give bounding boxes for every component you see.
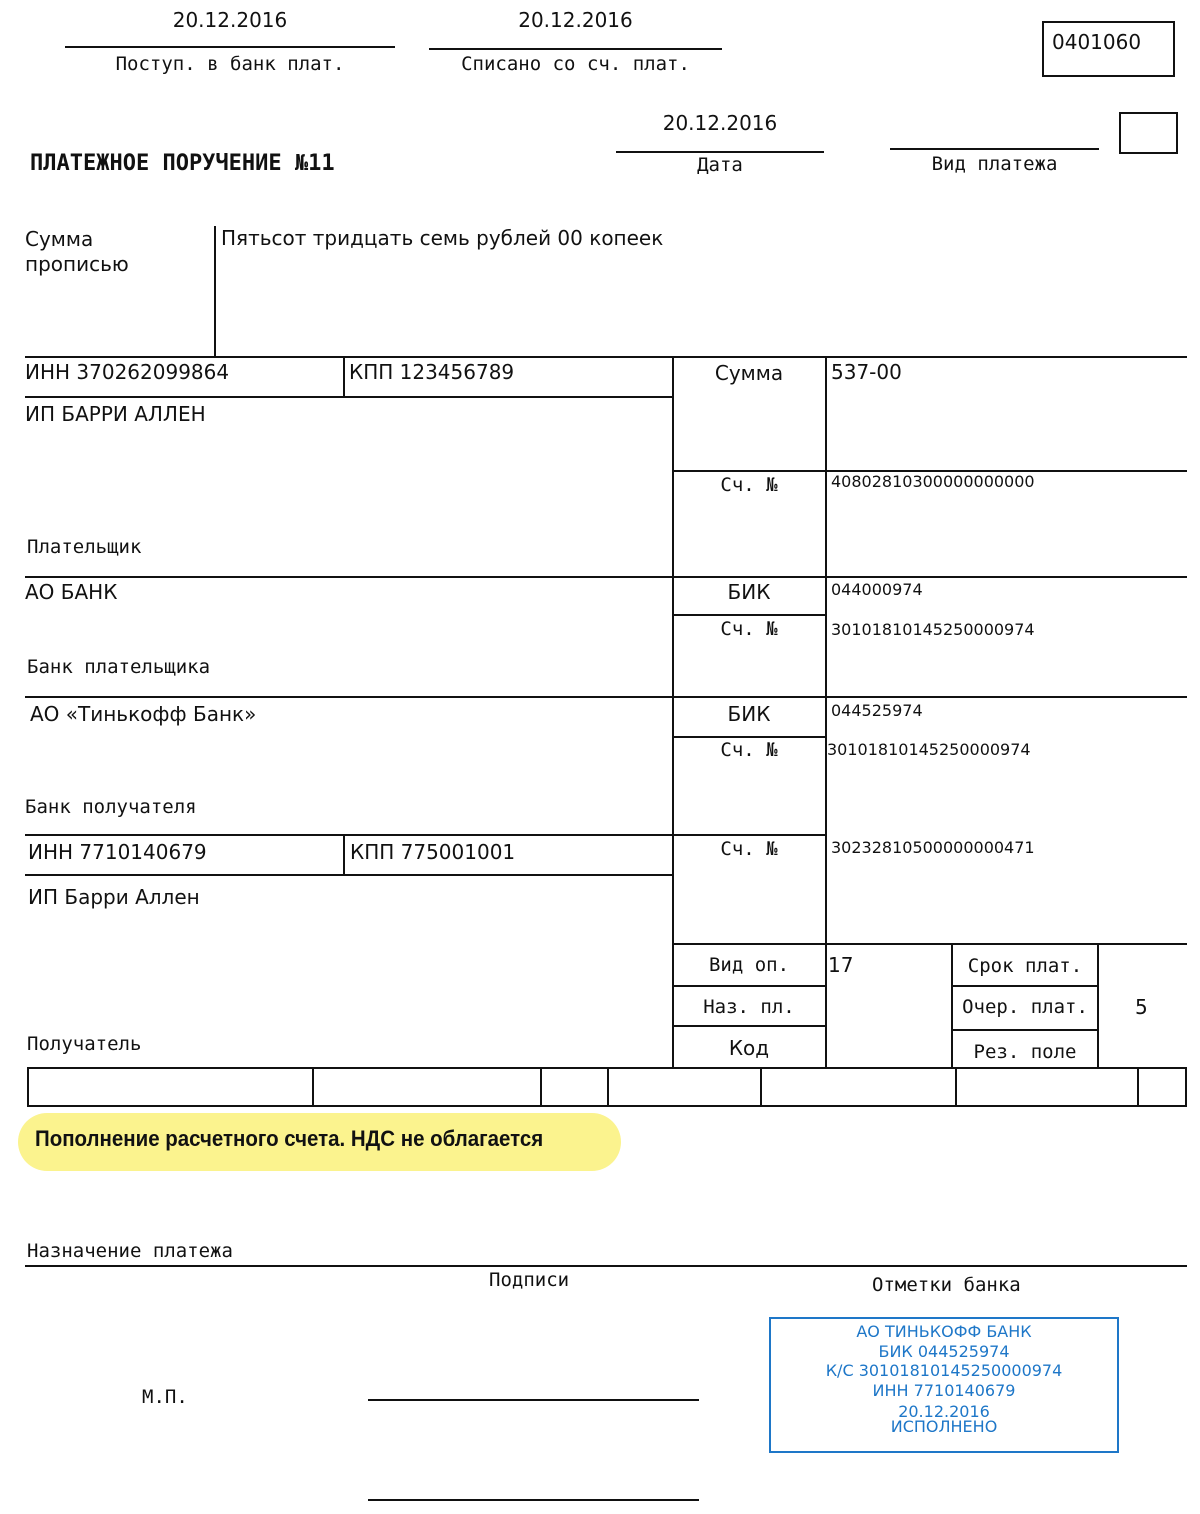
bank-stamp-corr-account: К/С 30101810145250000974 (825, 1361, 1063, 1380)
grid-line (25, 834, 825, 836)
priority-value: 5 (1135, 995, 1148, 1019)
purpose-line (25, 1265, 1187, 1267)
recipient-bank-account-value: 30101810145250000974 (827, 740, 1031, 759)
payer-name: ИП БАРРИ АЛЛЕН (25, 402, 206, 426)
signature-line-1 (368, 1399, 699, 1401)
payer-bank-account-value: 30101810145250000974 (831, 620, 1035, 639)
payer-kpp: КПП 123456789 (349, 360, 515, 384)
recipient-account-label: Сч. № (720, 838, 778, 860)
grid-line (343, 356, 345, 397)
grid-line (25, 576, 1187, 578)
grid-line (672, 614, 825, 616)
grid-line (25, 356, 1187, 358)
grid-line (672, 943, 1187, 945)
document-date-line (616, 151, 824, 153)
payer-account-value: 40802810300000000000 (831, 472, 1035, 491)
payer-bank-bik-value: 044000974 (831, 580, 923, 599)
document-date: 20.12.2016 (662, 111, 778, 135)
amount-label: Сумма (714, 361, 784, 385)
purpose-code-label: Наз. пл. (703, 996, 795, 1018)
amount-words-label-2: прописью (25, 252, 129, 276)
grid-line (825, 356, 827, 945)
signature-line-2 (368, 1499, 699, 1501)
grid-line (672, 1025, 825, 1027)
reserve-field-label: Рез. поле (973, 1041, 1077, 1063)
recipient-bank-label: Банк получателя (25, 796, 197, 818)
grid-line (672, 736, 825, 738)
received-date-line (65, 46, 395, 48)
grid-line (825, 943, 827, 1068)
code-label: Код (728, 1036, 770, 1060)
amount-words-value: Пятьсот тридцать семь рублей 00 копеек (221, 226, 664, 250)
debited-date-line (429, 48, 722, 50)
stamp-place-label: М.П. (142, 1386, 188, 1408)
recipient-inn: ИНН 7710140679 (28, 840, 207, 864)
tax-field-divider (1137, 1067, 1139, 1107)
bank-stamp-bik: БИК 044525974 (878, 1341, 1010, 1361)
bank-stamp-name: АО ТИНЬКОФФ БАНК (856, 1322, 1032, 1341)
received-date-label: Поступ. в банк плат. (115, 53, 345, 75)
bank-stamp-status: ИСПОЛНЕНО (890, 1417, 998, 1436)
bank-stamp-inn: ИНН 7710140679 (872, 1380, 1016, 1400)
payer-bank-account-label: Сч. № (720, 618, 778, 640)
op-type-label: Вид оп. (708, 954, 790, 976)
bank-stamp (769, 1317, 1119, 1453)
amount-words-label-1: Сумма (25, 227, 94, 251)
grid-line (25, 874, 672, 876)
payer-bank-bik-label: БИК (727, 580, 771, 604)
grid-line (1097, 943, 1099, 1068)
recipient-label: Получатель (27, 1033, 142, 1055)
amount-words-divider (214, 226, 216, 357)
priority-label: Очер. плат. (962, 996, 1088, 1018)
recipient-bank-bik-value: 044525974 (831, 701, 923, 720)
grid-line (951, 1029, 1097, 1031)
tax-field-divider (540, 1067, 542, 1107)
op-type-value: 17 (828, 953, 854, 977)
recipient-bank-bik-label: БИК (727, 702, 771, 726)
form-code-box (1042, 21, 1175, 77)
document-date-label: Дата (697, 154, 743, 176)
payer-account-label: Сч. № (720, 474, 778, 496)
debited-date-label: Списано со сч. плат. (461, 53, 690, 75)
tax-field-divider (312, 1067, 314, 1107)
recipient-account-value: 30232810500000000471 (831, 838, 1035, 857)
received-date: 20.12.2016 (172, 8, 288, 32)
tax-field-divider (955, 1067, 957, 1107)
bank-stamp-date: 20.12.2016 (898, 1402, 990, 1421)
payer-bank-name: АО БАНК (25, 580, 118, 604)
document-title: ПЛАТЕЖНОЕ ПОРУЧЕНИЕ №11 (30, 151, 335, 176)
payment-type-label: Вид платежа (931, 153, 1058, 175)
tax-field-divider (607, 1067, 609, 1107)
recipient-name: ИП Барри Аллен (28, 885, 200, 909)
grid-line (343, 834, 345, 875)
bank-marks-label: Отметки банка (872, 1274, 1021, 1296)
recipient-bank-name: АО «Тинькофф Банк» (30, 702, 257, 726)
payment-type-line (890, 148, 1099, 150)
grid-line (672, 985, 825, 987)
purpose-text: Пополнение расчетного счета. НДС не облагается (35, 1126, 544, 1151)
signatures-label: Подписи (489, 1269, 570, 1291)
payer-inn: ИНН 370262099864 (25, 360, 230, 384)
recipient-bank-account-label: Сч. № (720, 739, 778, 761)
grid-line (25, 396, 672, 398)
form-code: 0401060 (1052, 30, 1142, 54)
due-date-label: Срок плат. (967, 955, 1083, 977)
amount-value: 537-00 (831, 360, 902, 384)
grid-line (951, 985, 1097, 987)
grid-line (25, 696, 1187, 698)
payer-bank-label: Банк плательщика (27, 656, 211, 678)
tax-field-divider (760, 1067, 762, 1107)
recipient-kpp: КПП 775001001 (350, 840, 516, 864)
purpose-label: Назначение платежа (27, 1240, 233, 1262)
debited-date: 20.12.2016 (518, 8, 633, 32)
payer-label: Плательщик (27, 536, 142, 558)
payment-type-box (1119, 112, 1178, 154)
